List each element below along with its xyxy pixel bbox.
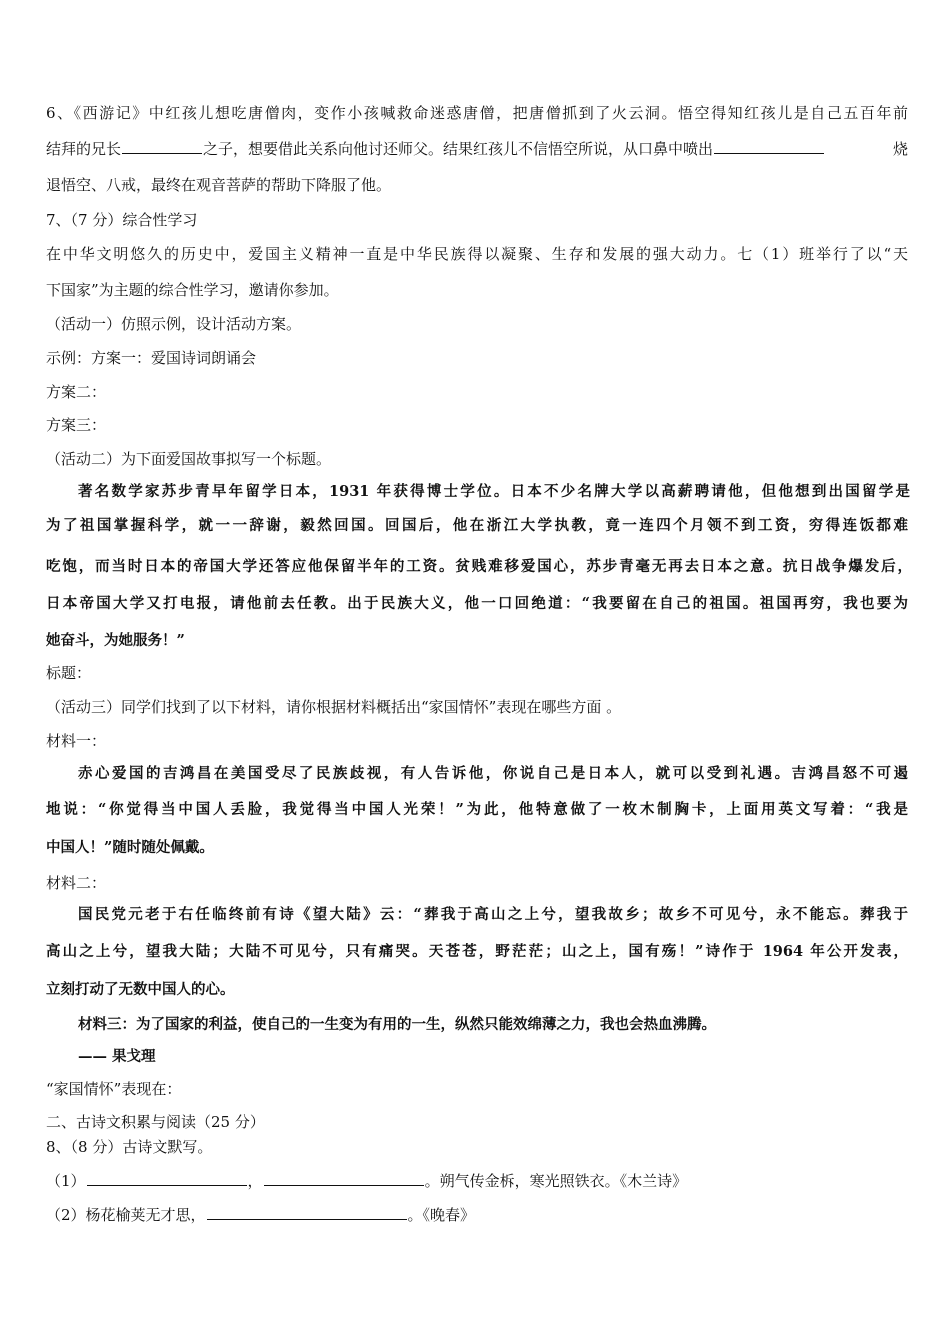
q7-activity-1: （活动一）仿照示例，设计活动方案。 <box>46 315 302 333</box>
story-line-5: 她奋斗，为她服务！” <box>46 632 185 649</box>
material-3-author: —— 果戈理 <box>78 1048 156 1065</box>
q6-line-1: 6、《西游记》中红孩儿想吃唐僧肉，变作小孩喊救命迷惑唐僧，把唐僧抓到了火云洞。悟空得知红孩儿是自己五百年前 <box>46 104 908 122</box>
q7-example: 示例：方案一：爱国诗词朗诵会 <box>46 349 257 367</box>
story-line-2: 为了祖国掌握科学，就一一辞谢，毅然回国。回国后，他在浙江大学执教，竟一连四个月领不到工资，穷得连饭都难 <box>46 517 908 534</box>
q8-item-1-blank-2[interactable] <box>264 1171 424 1186</box>
answer-prompt: “家国情怀”表现在： <box>46 1080 182 1098</box>
q7-activity-3: （活动三）同学们找到了以下材料，请你根据材料概括出“家国情怀”表现在哪些方面 。 <box>46 698 622 716</box>
material-2-line-2: 高山之上兮，望我大陆；大陆不可见兮，只有痛哭。天苍苍，野茫茫；山之上，国有殇！”诗作于 1964 年公开发表， <box>46 943 908 960</box>
q8-item-1-number: （1） <box>46 1172 86 1190</box>
material-1-line-2: 地说：“你觉得当中国人丢脸，我觉得当中国人光荣！”为此，他特意做了一枚木制胸卡，上面用英文写着：“我是 <box>46 801 908 818</box>
story-title-prompt: 标题： <box>46 664 92 682</box>
q6-line-2a: 结拜的兄长 <box>46 140 122 158</box>
q7-title: 7、（7 分）综合性学习 <box>46 211 198 229</box>
q8-item-1-blank-1[interactable] <box>87 1171 247 1186</box>
q8-item-1-tail: 。朔气传金柝，寒光照铁衣。《木兰诗》 <box>424 1172 688 1190</box>
q7-intro-2: 下国家”为主题的综合性学习，邀请你参加。 <box>46 281 339 299</box>
story-line-4: 日本帝国大学又打电报，请他前去任教。出于民族大义，他一口回绝道：“我要留在自己的祖国。祖国再穷，我也要为 <box>46 595 908 612</box>
q8-item-2-blank[interactable] <box>207 1205 407 1220</box>
q7-activity-2: （活动二）为下面爱国故事拟写一个标题。 <box>46 450 332 468</box>
q6-blank-1[interactable] <box>122 139 202 154</box>
q8-title: 8、（8 分）古诗文默写。 <box>46 1138 213 1156</box>
q7-intro-1: 在中华文明悠久的历史中，爱国主义精神一直是中华民族得以凝聚、生存和发展的强大动力。七（1）班举行了以“天 <box>46 245 908 263</box>
q7-plan-2: 方案二： <box>46 383 107 401</box>
story-line-3: 吃饱，而当时日本的帝国大学还答应他保留半年的工资。贫贱难移爱国心，苏步青毫无再去日本之意。抗日战争爆发后， <box>46 558 912 575</box>
material-2-line-3: 立刻打动了无数中国人的心。 <box>46 981 235 998</box>
q8-item-1 <box>46 1171 687 1191</box>
q6-line-2b: 之子，想要借此关系向他讨还师父。结果红孩儿不信悟空所说，从口鼻中喷出 <box>203 140 714 158</box>
q6-line-3: 退悟空、八戒，最终在观音菩萨的帮助下降服了他。 <box>46 176 392 194</box>
q8-item-2-tail: 。《晚春》 <box>407 1206 476 1224</box>
material-3: 材料三：为了国家的利益，使自己的一生变为有用的一生，纵然只能效绵薄之力，我也会热血沸腾。 <box>78 1016 716 1033</box>
material-2-line-1: 国民党元老于右任临终前有诗《望大陆》云：“葬我于高山之上兮，望我故乡；故乡不可见兮，永不能忘。葬我于 <box>78 906 908 923</box>
story-line-1: 著名数学家苏步青早年留学日本，1931 年获得博士学位。日本不少名牌大学以高薪聘请他，但他想到出国留学是 <box>78 483 910 500</box>
material-1-line-3: 中国人！”随时随处佩戴。 <box>46 839 214 856</box>
q6-line-2c: 烧 <box>892 140 908 158</box>
q8-item-1-separator: ， <box>247 1172 263 1190</box>
q8-item-2 <box>46 1205 475 1225</box>
q6-line-2 <box>46 139 908 159</box>
q6-blank-2[interactable] <box>714 139 824 154</box>
q8-item-2-head: （2）杨花榆荚无才思， <box>46 1206 206 1224</box>
section-2-title: 二、古诗文积累与阅读（25 分） <box>46 1113 265 1131</box>
material-1-label: 材料一： <box>46 732 107 750</box>
q7-plan-3: 方案三： <box>46 416 107 434</box>
material-2-label: 材料二： <box>46 874 107 892</box>
material-1-line-1: 赤心爱国的吉鸿昌在美国受尽了民族歧视，有人告诉他，你说自己是日本人，就可以受到礼遇。吉鸿昌怒不可遏 <box>78 765 908 782</box>
